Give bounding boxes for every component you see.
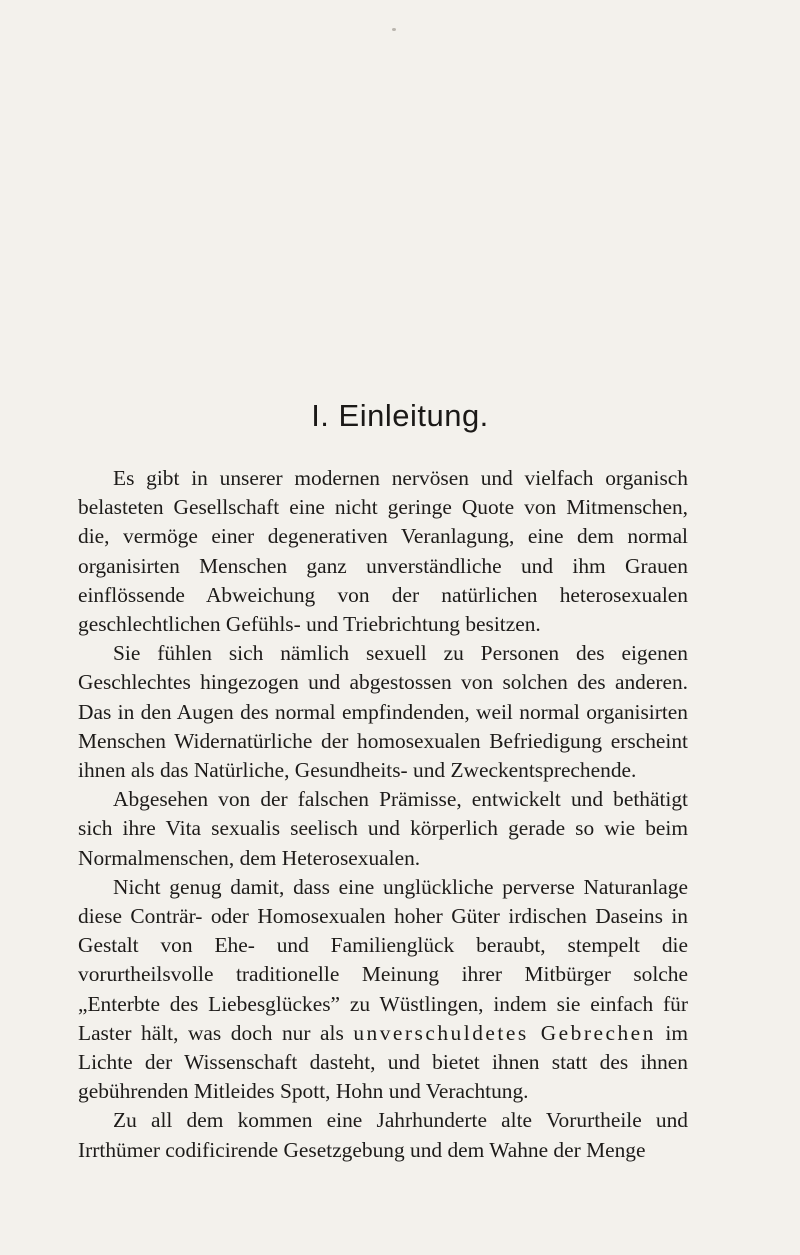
paragraph-4-after: im Lichte der Wissenschaft dasteht, und bietet ihnen statt des ihnen gebührenden Mitleides Spott, Hohn und Verachtung. bbox=[78, 1020, 688, 1104]
paper-speck bbox=[392, 28, 396, 31]
paragraph-1: Es gibt in unserer modernen nervösen und vielfach organisch belasteten Gesellschaft eine nicht geringe Quote von Mitmenschen, die, vermöge einer degenerativen Veranlagung, eine dem normal organisirten Menschen ganz unverständliche und ihm Grauen einflössende Abweichung von der natürlichen heterosexualen geschlechtlichen Gefühls- und Triebrichtung besitzen. bbox=[78, 466, 688, 637]
paragraph-3: Abgesehen von der falschen Prämisse, entwickelt und bethätigt sich ihre Vita sexualis seelisch und körperlich gerade so wie beim Normalmenschen, dem Heterosexualen. bbox=[78, 787, 688, 870]
paragraph-4-before: Nicht genug damit, dass eine unglückliche perverse Naturanlage diese Conträr- oder Homosexualen hoher Güter irdischen Daseins in Gestalt von Ehe- und Familienglück beraubt, stempelt die vorurtheilsvolle traditionelle Meinung ihrer Mitbürger solche „Enterbte des Liebesglückes” zu Wüstlingen, indem sie einfach für Laster hält, was doch nur als bbox=[78, 874, 688, 1045]
emphasized-phrase: unverschuldetes Gebrechen bbox=[353, 1020, 656, 1045]
chapter-heading: I. Einleitung. bbox=[311, 398, 489, 433]
paragraph-2: Sie fühlen sich nämlich sexuell zu Personen des eigenen Geschlechtes hingezogen und abgestossen von solchen des anderen. Das in den Augen des normal empfindenden, weil normal organisirten Menschen Widernatürliche der homosexualen Befriedigung erscheint ihnen als das Natürliche, Gesundheits- und Zweckentsprechende. bbox=[78, 641, 688, 783]
chapter-body bbox=[78, 464, 688, 1165]
paragraph-4 bbox=[78, 873, 688, 1107]
paragraph-5: Zu all dem kommen eine Jahrhunderte alte Vorurtheile und Irrthümer codificirende Gesetzgebung und dem Wahne der Menge bbox=[78, 1108, 688, 1162]
